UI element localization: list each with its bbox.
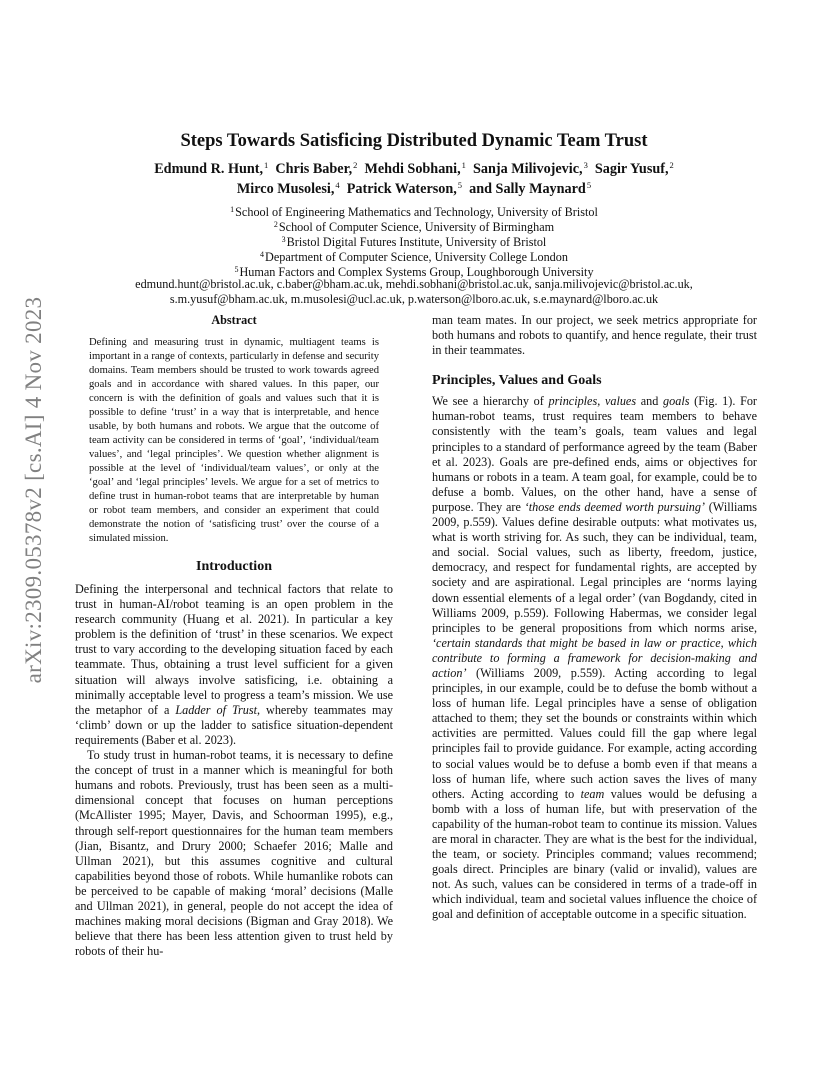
author: Mehdi Sobhani,$^1$	[364, 160, 466, 177]
email-list: edmund.hunt@bristol.ac.uk, c.baber@bham.ac.uk, mehdi.sobhani@bristol.ac.uk, sanja.milivojevic@bristol.ac.uk,	[135, 277, 693, 291]
author: Sanja Milivojevic,$^3$	[473, 160, 588, 177]
affiliation: $^1$School of Engineering Mathematics and Technology, University of Bristol	[230, 205, 598, 219]
introduction-paragraph-continued: man team mates. In our project, we seek metrics appropriate for both humans and robots to quantify, and hence regulate, their trust in their teammates.	[432, 313, 757, 358]
author: and Sally Maynard$^5$	[469, 180, 592, 197]
affiliation: $^3$Bristol Digital Futures Institute, University of Bristol	[281, 235, 547, 249]
arxiv-identifier: arXiv:2309.05378v2 [cs.AI] 4 Nov 2023	[21, 296, 46, 684]
introduction-paragraph: To study trust in human-robot teams, it is necessary to define the concept of trust in a manner which is meaningful for both humans and robots. Previously, trust has been seen as a multi-dimensional concept that focuses on human perceptions (McAllister 1995; Mayer, Davis, and Schoorman 1995), e.g., through self-report questionnaires for the human team members (Jian, Bisantz, and Drury 2000; Schaefer 2016; Malle and Ullman 2021), but this assumes cognitive and cultural capabilities beyond those of robots. While humanlike robots can be perceived to be capable of making ‘moral’ decisions (Malle and Ullman 2021), in general, people do not accept the idea of machines making moral decisions (Bigman and Gray 2018). We believe that there has been less attention given to trust held by robots of their hu-	[75, 748, 393, 959]
affiliation: $^2$School of Computer Science, University of Birmingham	[273, 220, 555, 234]
email-list: s.m.yusuf@bham.ac.uk, m.musolesi@ucl.ac.uk, p.waterson@lboro.ac.uk, s.e.maynard@lboro.ac.uk	[169, 292, 659, 306]
author: Sagir Yusuf,$^2$	[594, 160, 674, 177]
principles-heading: Principles, Values and Goals	[432, 373, 602, 389]
author-list-line-2	[0, 180, 828, 198]
introduction-paragraph: Defining the interpersonal and technical factors that relate to trust in human-AI/robot teaming is an open problem in the research community (Huang et al. 2021). In particular a key problem is the definition of ‘trust’ in these scenarios. We expect trust to vary according to the developing situation faced by each teammate. Thus, obtaining a trust level sufficient for a given situation will always involve satisficing, i.e. obtaining a minimally acceptable level to progress a team’s mission. We use the metaphor of a Ladder of Trust, whereby teammates may ‘climb’ down or up the ladder to satisfice situation-dependent requirements (Baber et al. 2023).	[75, 582, 393, 747]
author-list-line-1	[0, 160, 828, 178]
affiliation: $^5$Human Factors and Complex Systems Group, Loughborough University	[234, 265, 594, 279]
affiliation: $^4$Department of Computer Science, University College London	[260, 250, 568, 264]
author: Chris Baber,$^2$	[275, 160, 358, 177]
author: Edmund R. Hunt,$^1$	[154, 160, 269, 177]
right-column	[432, 313, 757, 923]
introduction-heading: Introduction	[196, 559, 272, 574]
paper-title: Steps Towards Satisficing Distributed Dynamic Team Trust	[180, 131, 648, 151]
abstract-text: Defining and measuring trust in dynamic, multiagent teams is important in a range of contexts, particularly in defense and security domains. Team members should be trusted to work towards agreed goals and in accordance with shared values. In this paper, our concern is with the definition of goals and values such that it is possible to define ‘trust’ in a way that is interpretable, and hence usable, by both humans and robots. We argue that the outcome of team activity can be considered in terms of ‘goal’, ‘individual/team values’, and ‘legal principles’. We question whether alignment is possible at the level of ‘individual/team values’, or only at the ‘goal’ and ‘legal principles’ levels. We argue for a set of metrics to define trust in human-robot teams that are interpretable by human or robot team members, and consider an experiment that could demonstrate the notion of ‘satisficing trust’ over the course of a simulated mission.	[89, 337, 379, 544]
author: Patrick Waterson,$^5$	[346, 180, 463, 197]
abstract-heading: Abstract	[211, 313, 257, 327]
arxiv-sidebar	[12, 280, 56, 700]
principles-paragraph: We see a hierarchy of principles, values and goals (Fig. 1). For human-robot teams, trust requires team members to behave consistently with the team’s goals, team values and legal principles to a standard of performance agreed by the team (Baber et al. 2023). Goals are pre-defined ends, aims or objectives for humans or robots in a team. A team goal, for example, could be to defuse a bomb. Values, on the other hand, have a sense of purpose. They are ‘those ends deemed worth pursuing’ (Williams 2009, p.559). Values define desirable outputs: what motivates us, what is worth striving for. As such, they can be individual, team, and social. Social values, such as liberty, freedom, justice, democracy, and respect for fundamental rights, are accepted by society and are aspirational. Legal principles are ‘norms laying down essential elements of a legal order’ (van Bogdandy, cited in Williams 2009, p.559). Following Habermas, we consider legal principles to be general propositions from which norms arise, ‘certain standards that might be based in law or practice, which contribute to forming a framework for decision-making and action’ (Williams 2009, p.559). Acting according to legal principles, in our example, could be to defuse the bomb without a loss of human life. Legal principles have a sense of obligation attached to them; they set the bounds or constraints within which activities are permitted. Values could fill the gap where legal principles fail to provide guidance. For example, acting according to social values would be to defuse a bomb even if that means a loss of human life, where such action saves the lives of many others. Acting according to team values would be defusing a bomb with a loss of human life, but with preservation of the capability of the human-robot team to continue its mission. Values are moral in character. They are what is the best for the individual, the team, or society. Principles command; values recommend; goals direct. Principles are binary (valid or invalid), values are not. As such, values can be considered in terms of a trade-off in which individual, team and societal values influence the choice of goal and definition of acceptable outcome in a specific situation.	[432, 394, 757, 922]
left-column	[75, 313, 393, 959]
author: Mirco Musolesi,$^4$	[236, 180, 340, 197]
